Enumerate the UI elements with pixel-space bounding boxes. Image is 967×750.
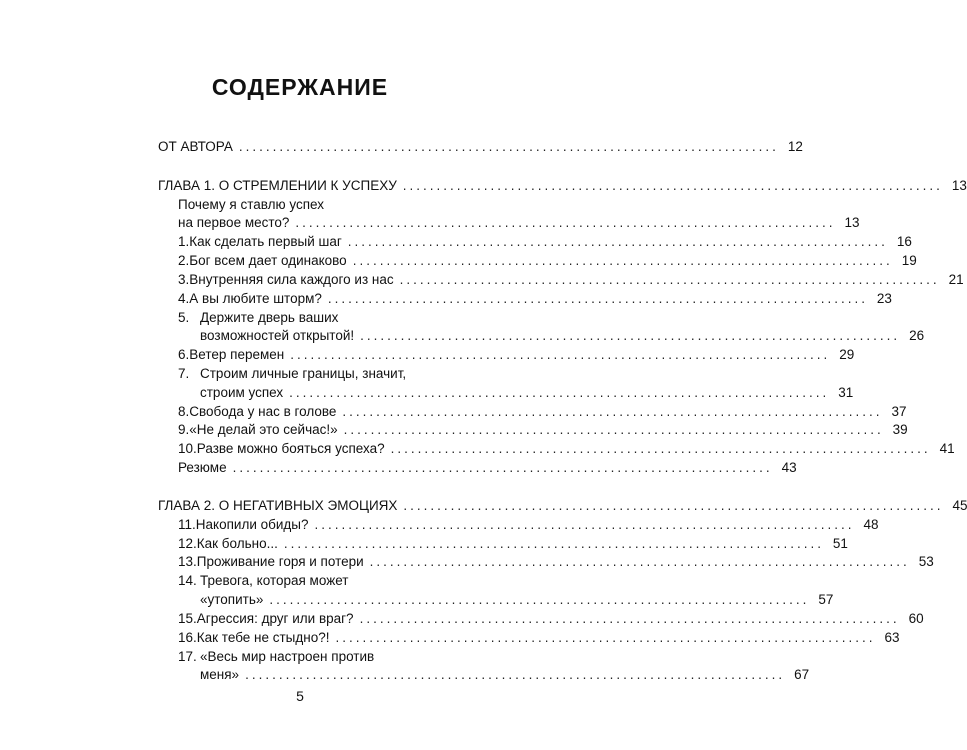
toc-dot-leader: ................................................................................ bbox=[314, 517, 855, 532]
toc-entry-label: Почему я ставлю успех bbox=[178, 197, 324, 212]
toc-entry-label: Накопили обиды? bbox=[195, 517, 309, 532]
toc-dot-leader: ................................................................................ bbox=[232, 460, 773, 475]
toc-entry-number: 9. bbox=[178, 422, 190, 437]
toc-entry-page: 45 bbox=[952, 498, 967, 513]
toc-dot-leader: ................................................................................ bbox=[289, 385, 830, 400]
toc-entry-page: 53 bbox=[918, 554, 934, 569]
toc-entry-label: Держите дверь ваших bbox=[200, 310, 339, 325]
toc-entry-number: 11. bbox=[178, 517, 196, 532]
toc-entry-label: Строим личные границы, значит, bbox=[200, 366, 407, 381]
toc-entry bbox=[178, 233, 912, 250]
toc-dot-leader: ................................................................................ bbox=[347, 234, 888, 249]
toc-entry-number: 1. bbox=[178, 234, 190, 249]
toc-entry bbox=[178, 553, 934, 570]
toc-entry-label: Как больно... bbox=[196, 536, 278, 551]
toc-entry-number: 16. bbox=[178, 630, 197, 645]
toc-entry bbox=[178, 610, 924, 627]
toc-entry-page: 39 bbox=[892, 422, 908, 437]
toc-entry bbox=[178, 346, 855, 363]
toc-entry-number: 8. bbox=[178, 404, 190, 419]
toc-entry bbox=[158, 177, 967, 194]
toc-entry bbox=[178, 252, 917, 269]
toc-entry bbox=[178, 309, 448, 326]
toc-entry bbox=[178, 535, 848, 552]
toc-entry-label: меня» bbox=[200, 667, 240, 682]
toc-entry bbox=[178, 290, 892, 307]
toc-dot-leader: ................................................................................ bbox=[238, 139, 779, 154]
toc-entry bbox=[200, 666, 810, 683]
toc-dot-leader: ................................................................................ bbox=[335, 630, 876, 645]
toc-entry-page: 13 bbox=[844, 215, 860, 230]
toc-entry bbox=[158, 497, 967, 514]
toc-entry bbox=[178, 516, 879, 533]
toc-entry-label: ОТ АВТОРА bbox=[158, 139, 233, 154]
toc-entry-page: 13 bbox=[951, 178, 967, 193]
toc-entry-page: 51 bbox=[832, 536, 848, 551]
toc-entry-label: Свобода у нас в голове bbox=[189, 404, 337, 419]
toc-entry-number: 2. bbox=[178, 253, 190, 268]
toc-entry-page: 16 bbox=[896, 234, 912, 249]
toc-entry-page: 48 bbox=[863, 517, 879, 532]
toc-entry-number: 5. bbox=[178, 310, 190, 325]
toc-entry bbox=[178, 271, 964, 288]
toc-dot-leader: ................................................................................ bbox=[402, 178, 943, 193]
toc-dot-leader: ................................................................................ bbox=[295, 215, 836, 230]
page-title: СОДЕРЖАНИЕ bbox=[211, 74, 389, 100]
toc-entry-page: 60 bbox=[908, 611, 924, 626]
toc-entry bbox=[178, 459, 797, 476]
toc-entry-label: возможностей открытой! bbox=[200, 328, 355, 343]
toc-entry-label: Разве можно бояться успеха? bbox=[196, 441, 385, 456]
toc-entry-label: Как сделать первый шаг bbox=[189, 234, 342, 249]
toc-entry-page: 43 bbox=[781, 460, 797, 475]
toc-dot-leader: ................................................................................ bbox=[343, 422, 884, 437]
toc-entry bbox=[178, 572, 448, 589]
toc-entry-label: ГЛАВА 2. О НЕГАТИВНЫХ ЭМОЦИЯХ bbox=[158, 498, 398, 513]
toc-entry-page: 63 bbox=[884, 630, 900, 645]
toc-entry-page: 57 bbox=[818, 592, 834, 607]
toc-entry-label: Внутренняя сила каждого из нас bbox=[189, 272, 394, 287]
toc-entry bbox=[178, 421, 908, 438]
toc-entry-label: Тревога, которая может bbox=[200, 573, 349, 588]
toc-entry bbox=[178, 440, 955, 457]
toc-entry-label: «утопить» bbox=[200, 592, 264, 607]
toc-dot-leader: ................................................................................ bbox=[269, 592, 810, 607]
toc-dot-leader: ................................................................................ bbox=[403, 498, 944, 513]
toc-entry-label: Агрессия: друг или враг? bbox=[196, 611, 354, 626]
page-number: 5 bbox=[296, 688, 304, 704]
toc-entry-page: 31 bbox=[838, 385, 854, 400]
toc-entry-number: 14. bbox=[178, 573, 197, 588]
toc-dot-leader: ................................................................................ bbox=[245, 667, 786, 682]
toc-entry bbox=[178, 403, 907, 420]
toc-entry-page: 29 bbox=[839, 347, 855, 362]
toc-dot-leader: ................................................................................ bbox=[327, 291, 868, 306]
toc-entry-number: 3. bbox=[178, 272, 190, 287]
toc-dot-leader: ................................................................................ bbox=[290, 347, 831, 362]
toc-entry-label: на первое место? bbox=[178, 215, 290, 230]
toc-entry-number: 10. bbox=[178, 441, 197, 456]
toc-entry-label: Бог всем дает одинаково bbox=[189, 253, 347, 268]
toc-dot-leader: ................................................................................ bbox=[342, 404, 883, 419]
toc-dot-leader: ................................................................................ bbox=[390, 441, 931, 456]
toc-entry-label: ГЛАВА 1. О СТРЕМЛЕНИИ К УСПЕХУ bbox=[158, 178, 397, 193]
toc-entry bbox=[158, 138, 803, 155]
toc-entry bbox=[178, 365, 448, 382]
toc-entry-page: 23 bbox=[876, 291, 892, 306]
toc-entry-page: 26 bbox=[909, 328, 925, 343]
toc-entry-number: 13. bbox=[178, 554, 197, 569]
toc-entry-page: 19 bbox=[901, 253, 917, 268]
toc-entry bbox=[178, 629, 900, 646]
toc-entry-number: 6. bbox=[178, 347, 190, 362]
toc-entry-page: 37 bbox=[891, 404, 907, 419]
toc-entry-page: 12 bbox=[787, 139, 803, 154]
toc-entry-label: «Весь мир настроен против bbox=[200, 649, 375, 664]
toc-entry-page: 21 bbox=[948, 272, 964, 287]
toc-entry-number: 12. bbox=[178, 536, 197, 551]
toc-entry bbox=[200, 384, 854, 401]
toc-entry-page: 41 bbox=[939, 441, 955, 456]
toc-entry-label: строим успех bbox=[200, 385, 284, 400]
toc-entry bbox=[178, 214, 860, 231]
toc-entry bbox=[200, 327, 925, 344]
toc-entry bbox=[178, 648, 448, 665]
toc-entry-label: А вы любите шторм? bbox=[189, 291, 322, 306]
toc-dot-leader: ................................................................................ bbox=[369, 554, 910, 569]
toc-entry-label: Как тебе не стыдно?! bbox=[196, 630, 330, 645]
toc-dot-leader: ................................................................................ bbox=[360, 328, 901, 343]
toc-entry-page: 67 bbox=[794, 667, 810, 682]
toc-entry-number: 7. bbox=[178, 366, 190, 381]
toc-dot-leader: ................................................................................ bbox=[359, 611, 900, 626]
toc-entry bbox=[178, 196, 448, 213]
toc-entry-number: 15. bbox=[178, 611, 197, 626]
toc-dot-leader: ................................................................................ bbox=[399, 272, 940, 287]
toc-entry-number: 4. bbox=[178, 291, 190, 306]
toc-dot-leader: ................................................................................ bbox=[352, 253, 893, 268]
toc-entry-label: Резюме bbox=[178, 460, 227, 475]
toc-entry bbox=[200, 591, 834, 608]
toc-entry-number: 17. bbox=[178, 649, 197, 664]
toc-entry-label: Проживание горя и потери bbox=[196, 554, 364, 569]
toc-entry-label: Ветер перемен bbox=[189, 347, 285, 362]
toc-dot-leader: ................................................................................ bbox=[283, 536, 824, 551]
toc-entry-label: «Не делай это сейчас!» bbox=[189, 422, 338, 437]
